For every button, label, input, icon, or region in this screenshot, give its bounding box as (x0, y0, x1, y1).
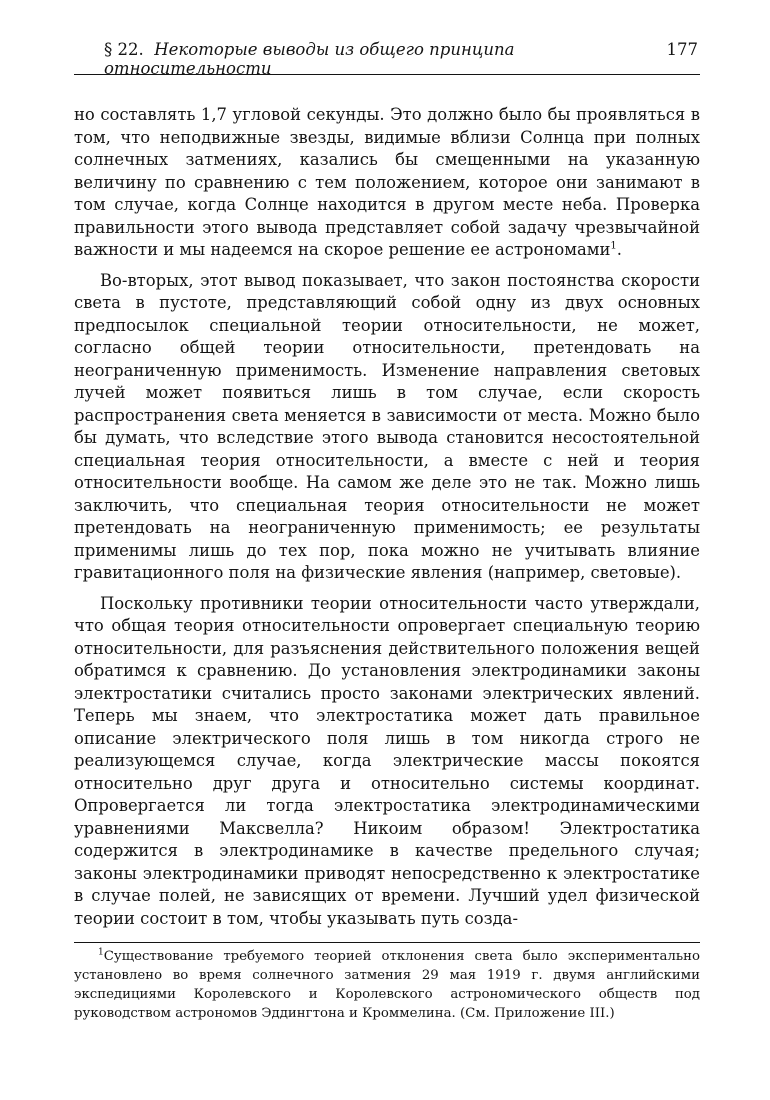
paragraph-1-text: но составлять 1,7 угловой секунды. Это должно было бы проявляться в том, что неподвижные звезды, видимые вблизи Солнца при полных солнечных затмениях, казались бы смещенными на указанную величину по сравнению с тем положением, которое они занимают в том случае, когда Солнце находится в другом месте неба. Проверка правильности этого вывода представляет собой задачу чрезвычайной важности и мы надеемся на скорое решение ее астрономами (74, 105, 700, 259)
running-head (74, 40, 700, 78)
footnote (74, 947, 700, 1023)
book-page (74, 40, 700, 1023)
paragraph-3: Поскольку противники теории относительности часто утверждали, что общая теория относительности опровергает специальную теорию относительности, для разъяснения действительного положения вещей обратимся к сравнению. До установления электродинамики законы электростатики считались просто законами электрических явлений. Теперь мы знаем, что электростатика может дать правильное описание электрического поля лишь в том никогда строго не реализующемся случае, когда электрические массы покоятся относительно друг друга и относительно системы координат. Опровергается ли тогда электростатика электродинамическими уравнениями Максвелла? Никоим образом! Электростатика содержится в электродинамике в качестве предельного случая; законы электродинамики приводят непосредственно к электростатике в случае полей, не зависящих от времени. Лучший удел физической теории состоит в том, чтобы указывать путь созда- (74, 593, 700, 928)
section-title: Некоторые выводы из общего принципа относительности (104, 40, 515, 78)
body-text (74, 104, 700, 930)
footnote-reference[interactable]: 1 (610, 240, 617, 252)
section-heading (104, 40, 667, 78)
paragraph-1: но составлять 1,7 угловой секунды. Это должно было бы проявляться в том, что неподвижные звезды, видимые вблизи Солнца при полных солнечных затмениях, казались бы смещенными на указанную величину по сравнению с тем положением, которое они занимают в том случае, когда Солнце находится в другом месте неба. Проверка правильности этого вывода представляет собой задачу чрезвычайной важности и мы надеемся на скорое решение ее астрономами$^1$. (74, 105, 700, 259)
paragraph-2: Во-вторых, этот вывод показывает, что закон постоянства скорости света в пустоте, представляющий собой одну из двух основных предпосылок специальной теории относительности, не может, согласно общей теории относительности, претендовать на неограниченную применимость. Изменение направления световых лучей может появиться лишь в том случае, если скорость распространения света меняется в зависимости от места. Можно было бы думать, что вследствие этого вывода становится несостоятельной специальная теория относительности, а вместе с ней и теория относительности вообще. На самом же деле это не так. Можно лишь заключить, что специальная теория относительности не может претендовать на неограниченную применимость; ее результаты применимы лишь до тех пор, пока можно не учитывать влияние гравитационного поля на физические явления (например, световые). (74, 270, 700, 582)
page-number: 177 (666, 40, 698, 59)
footnote-text: Существование требуемого теорией отклонения света было экспериментально установлено во время солнечного затмения 29 мая 1919 г. двумя английскими экспедициями Королевского и Королевского астрономического обществ под руководством астрономов Эддингтона и Кроммелина. (См. Приложение III.) (74, 949, 700, 1021)
footnote-divider (74, 942, 700, 943)
footnote-mark: 1 (98, 947, 104, 958)
section-number: § 22. (104, 40, 144, 59)
